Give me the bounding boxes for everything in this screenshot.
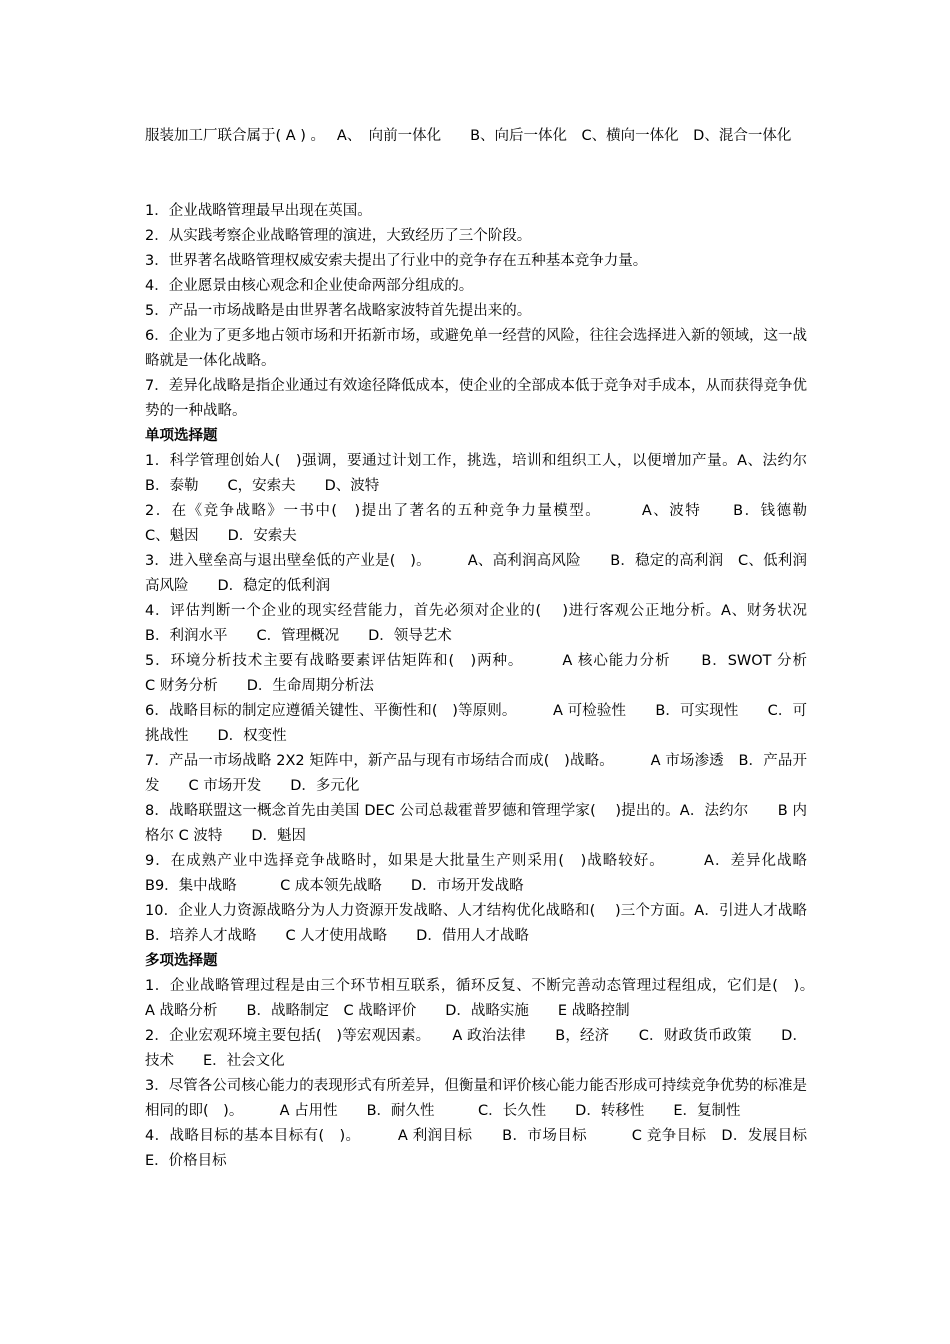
spacer [145, 149, 807, 199]
judgement-item: 4．企业愿景由核心观念和企业使命两部分组成的。 [145, 278, 474, 294]
multi-choice-item: 1．企业战略管理过程是由三个环节相互联系，循环反复、不断完善动态管理过程组成，它们是( )。 A 战略分析 B．战略制定 C 战略评价 D．战略实施 E 战略控制 [145, 978, 836, 1019]
judgement-item: 7．差异化战略是指企业通过有效途径降低成本，使企业的全部成本低于竞争对手成本，从而获得竞争优势的一种战略。 [145, 378, 807, 419]
single-choice-item: 2．在《竞争战略》一书中( )提出了著名的五种竞争力量模型。 A、波特 B．钱德勒 C、魁因 D．安索夫 [145, 503, 851, 544]
single-choice-item: 5．环境分析技术主要有战略要素评估矩阵和( )两种。 A 核心能力分析 B．SWOT 分析 C 财务分析 D．生命周期分析法 [145, 653, 851, 694]
multi-choice-item: 3．尽管各公司核心能力的表现形式有所差异，但衡量和评价核心能力能否形成可持续竞争优势的标准是相同的即( )。 A 占用性 B．耐久性 C．长久性 D．转移性 E．复制性 [145, 1078, 807, 1119]
single-choice-item: 1．科学管理创始人( )强调，要通过计划工作，挑选，培训和组织工人，以便增加产量。A、法约尔 B．泰勒 C，安索夫 D、波特 [145, 453, 836, 494]
single-choice-item: 7．产品一市场战略 2X2 矩阵中，新产品与现有市场结合而成( )战略。 A 市场渗透 B．产品开发 C 市场开发 D．多元化 [145, 753, 807, 794]
single-choice-heading: 单项选择题 [145, 428, 218, 444]
document-page [145, 124, 851, 1174]
intro-question: 服装加工厂联合属于( A ) 。 A、 向前一体化 B、向后一体化 C、横向一体化 D、混合一体化 [145, 128, 792, 144]
single-choice-item: 3．进入壁垒高与退出壁垒低的产业是( )。 A、高利润高风险 B．稳定的高利润 C、低利润高风险 D．稳定的低利润 [145, 553, 807, 594]
multi-choice-item: 2．企业宏观环境主要包括( )等宏观因素。 A 政治法律 B，经济 C．财政货币政策 D．技术 E．社会文化 [145, 1028, 807, 1069]
multi-choice-section [145, 974, 836, 1174]
judgement-item: 1．企业战略管理最早出现在英国。 [145, 203, 372, 219]
multi-choice-item: 4．战略目标的基本目标有( )。 A 利润目标 B．市场目标 C 竞争目标 D．发展目标 E．价格目标 [145, 1128, 836, 1169]
judgement-item: 6．企业为了更多地占领市场和开拓新市场，或避免单一经营的风险，往往会选择进入新的领域，这一战略就是一体化战略。 [145, 328, 807, 369]
single-choice-item: 6．战略目标的制定应遵循关键性、平衡性和( )等原则。 A 可检验性 B．可实现性 C．可挑战性 D．权变性 [145, 703, 807, 744]
judgement-item: 3．世界著名战略管理权威安索夫提出了行业中的竞争存在五种基本竞争力量。 [145, 253, 648, 269]
judgement-item: 5．产品一市场战略是由世界著名战略家波特首先提出来的。 [145, 303, 532, 319]
judgement-section [145, 199, 807, 424]
judgement-item: 2．从实践考察企业战略管理的演进，大致经历了三个阶段。 [145, 228, 532, 244]
single-choice-item: 8．战略联盟这一概念首先由美国 DEC 公司总裁霍普罗德和管理学家( )提出的。A．法约尔 B 内格尔 C 波特 D．魁因 [145, 803, 807, 844]
single-choice-section [145, 449, 851, 949]
single-choice-item: 9．在成熟产业中选择竞争战略时，如果是大批量生产则采用( )战略较好。 A．差异化战略 B9．集中战略 C 成本领先战略 D．市场开发战略 [145, 853, 836, 894]
multi-choice-heading: 多项选择题 [145, 953, 218, 969]
single-choice-item: 4．评估判断一个企业的现实经营能力，首先必须对企业的( )进行客观公正地分析。A、财务状况 B．利润水平 C．管理概况 D．领导艺术 [145, 603, 836, 644]
single-choice-item: 10．企业人力资源战略分为人力资源开发战略、人才结构优化战略和( )三个方面。A．引进人才战略 B．培养人才战略 C 人才使用战略 D．借用人才战略 [145, 903, 836, 944]
